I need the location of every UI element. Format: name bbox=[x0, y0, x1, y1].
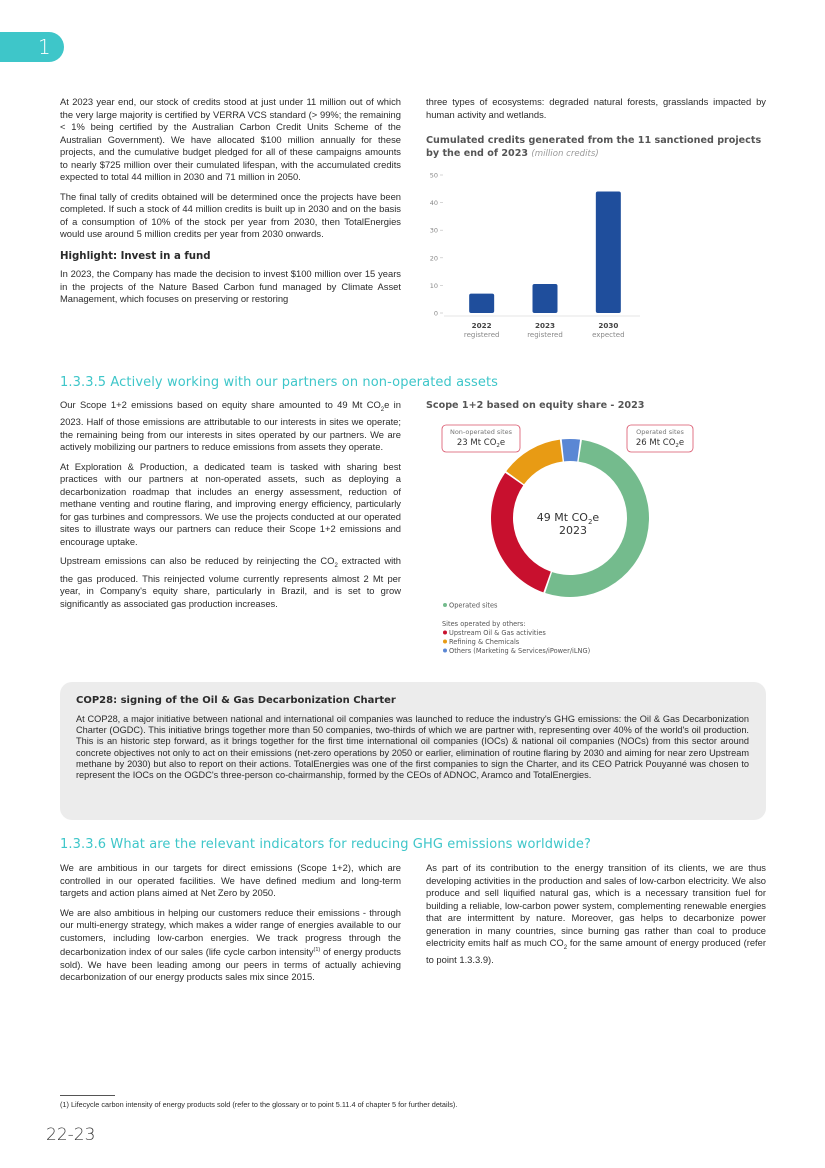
section-title-1335: 1.3.3.5 Actively working with our partners on non-operated assets bbox=[60, 375, 499, 390]
paragraph-ecosystems: three types of ecosystems: degraded natural forests, grasslands impacted by human activity and wetlands. bbox=[426, 96, 766, 120]
cop28-box bbox=[60, 682, 766, 820]
x-tick-sublabel: registered bbox=[527, 331, 563, 339]
donut-center-year: 2023 bbox=[559, 524, 587, 537]
paragraph-exploration: At Exploration & Production, a dedicated team is tasked with sharing best practices with our partners at non-operated assets, such as deploying a decarbonization roadmap that includes an energy assessment, reduction of methane venting and routine flaring, and improving energy efficiency, particularly for gas turbines and compressors. We use the projects conducted at our operated sites to illustrate ways our partners can reduce their Scope 1+2 emissions and encourage uptake. bbox=[60, 460, 401, 547]
upstream-text-b: extracted with the gas produced. This reinjected volume currently represents almost 2 Mt per year, in Company's equity share, particularly in Brazil, and is set to grow significantly as associated gas production increases. bbox=[60, 555, 402, 609]
x-tick-label: 2023 bbox=[534, 321, 556, 330]
section-title-1336: 1.3.3.6 What are the relevant indicators for reducing GHG emissions worldwide? bbox=[60, 837, 591, 852]
y-tick-label: 40 bbox=[429, 199, 438, 208]
paragraph-customers bbox=[60, 907, 401, 984]
right-column-top bbox=[426, 96, 766, 128]
x-tick-label: 2022 bbox=[471, 321, 492, 330]
customers-text-b: of energy products sold). We have been leading among our peers in terms of actually achieving decarbonization of our energy products sales mix since 2015. bbox=[60, 946, 401, 983]
donut-slice-1 bbox=[491, 473, 551, 593]
y-tick-label: 20 bbox=[429, 254, 438, 263]
legend-others: Others (Marketing & Services/iPower/iLNG) bbox=[449, 647, 591, 655]
bar-2030 bbox=[596, 192, 621, 313]
transition-text-a: As part of its contribution to the energy transition of its clients, we are thus developing activities in the production and sales of low-carbon electricity. We also produce and sell liquified natural gas, which is a necessary transition fuel for building a reliable, low-carbon power system, complementing renewable energies that are intermittent by nature. Moreover, gas helps to decarbonize power generation in many countries, since burning gas rather than coal to produce electricity emits half as much CO bbox=[426, 862, 766, 948]
paragraph-direct-emissions: We are ambitious in our targets for direct emissions (Scope 1+2), which are controlled in our operated facilities. We have defined medium and long-term targets and action plans aimed at Net Zero by 2050. bbox=[60, 862, 401, 898]
transition-sub: 2 bbox=[563, 944, 568, 951]
legend-upstream: Upstream Oil & Gas activities bbox=[449, 629, 546, 637]
op-value: 26 Mt $CO_2e$ bbox=[635, 438, 685, 449]
transition-text-b: for the same amount of energy produced (refer to point 1.3.3.9). bbox=[426, 937, 766, 966]
op-label: Operated sites bbox=[636, 428, 684, 436]
bar-2022 bbox=[469, 294, 494, 313]
legend-refining-dot bbox=[443, 640, 447, 644]
left-column-top bbox=[60, 96, 401, 313]
customers-text-a: We are also ambitious in helping our customers reduce their emissions - through our multi-energy strategy, which makes a wider range of energies available to our customers, including low-carbon energies. We track progress through the decarbonization index of our sales (life cycle carbon intensity bbox=[60, 906, 401, 958]
legend-refining: Refining & Chemicals bbox=[449, 638, 520, 646]
legend-others-dot bbox=[443, 649, 447, 653]
right-column-1336 bbox=[426, 862, 766, 974]
y-tick-label: 50 bbox=[429, 171, 438, 180]
scope-text-b: e in 2023. Half of those emissions are attributable to our interests in sites we operate; the remaining being from our interests in sites operated by our partners. We are actively mobilizing our partners to reduce emissions from assets they operate. bbox=[60, 399, 401, 453]
paragraph-credits-stock: At 2023 year end, our stock of credits stood at just under 11 million out of which the very large majority is certified by VERRA VCS standard (> 99%; the remaining < 1% being certified by the Australian Carbon Credit Units Scheme of the Australian Government). We have allocated $100 million annually for these projects, and the cumulative budget pledged for all of these campaigns amounts to nearly $725 million over their cumulated lifespan, with the accumulated credits expected to total 44 million in 2030 and 71 million in 2050. bbox=[60, 96, 401, 182]
nonop-value: 23 Mt $CO_2e$ bbox=[456, 438, 506, 449]
bar-2023 bbox=[533, 284, 558, 313]
donut-slice-3 bbox=[562, 439, 580, 461]
paragraph-energy-transition bbox=[426, 862, 766, 967]
x-tick-sublabel: expected bbox=[592, 331, 625, 339]
paragraph-scope-emissions bbox=[60, 399, 401, 454]
legend-operated: Operated sites bbox=[449, 601, 498, 610]
footnote: (1) Lifecycle carbon intensity of energy products sold (refer to the glossary or to point 5.11.4 of chapter 5 for further details). bbox=[60, 1100, 458, 1109]
chart1-title bbox=[426, 134, 766, 161]
paragraph-upstream bbox=[60, 555, 401, 610]
bar-chart bbox=[420, 165, 650, 345]
y-tick-label: 30 bbox=[429, 226, 438, 235]
paragraph-final-tally: The final tally of credits obtained will be determined once the projects have been completed. If such a stock of 44 million credits is built up in 2030 and on the basis of a consumption of 10% of the stock per year from 2030, then TotalEnergies would use around 5 million credits per year from 2030 onwards. bbox=[60, 190, 401, 239]
page-tab-label: 1 bbox=[38, 35, 51, 59]
scope-sub: 2 bbox=[380, 406, 385, 413]
cop28-title: COP28: signing of the Oil & Gas Decarbonization Charter bbox=[76, 695, 396, 706]
chart1-title-text: Cumulated credits generated from the 11 sanctioned projects by the end of 2023 bbox=[426, 135, 762, 159]
footnote-ref: (1) bbox=[313, 947, 321, 953]
donut-center-value: 49 Mt $CO_2e$ bbox=[536, 511, 600, 526]
nonop-label: Non-operated sites bbox=[449, 428, 513, 436]
chart1-unit: (million credits) bbox=[531, 149, 599, 159]
x-tick-sublabel: registered bbox=[463, 331, 500, 339]
page-tab bbox=[0, 32, 64, 62]
page-number: 22-23 bbox=[46, 1125, 96, 1145]
highlight-title: Highlight: Invest in a fund bbox=[60, 250, 211, 262]
footnote-rule bbox=[60, 1095, 115, 1096]
legend-operated-dot bbox=[443, 603, 447, 607]
y-tick-label: 0 bbox=[433, 309, 438, 318]
y-tick-label: 10 bbox=[429, 281, 438, 290]
scope-text-a: Our Scope 1+2 emissions based on equity share amounted to 49 Mt CO bbox=[60, 399, 381, 410]
chart2-title: Scope 1+2 based on equity share - 2023 bbox=[426, 400, 645, 411]
left-column-1335 bbox=[60, 399, 401, 617]
upstream-text-a: Upstream emissions can also be reduced by reinjecting the CO bbox=[60, 555, 335, 567]
cop28-text: At COP28, a major initiative between national and international oil companies was launched to reduce the industry's GHG emissions: the Oil & Gas Decarbonization Charter (OGDC). This initiative brings together more than 50 companies, two-thirds of which we are partner with, representing over 40% of the world's oil production. This is an historic step forward, as it brings together for the first time international oil companies (IOCs) & national oil companies (NOCs) from this sector around concrete objectives not only to act on their emissions (net-zero operations by 2050 or earlier, elimination of routine flaring by 2030 and aiming for near zero Upstream methane by 2030) but also to report on their actions. TotalEnergies was one of the first companies to sign the Charter, and its CEO Patrick Pouyanné was chosen to represent the IOCs on the OGDC's three-person co-chairmanship, formed by the CEOs of ADNOC, Aramco and TotalEnergies. bbox=[76, 714, 749, 781]
paragraph-fund: In 2023, the Company has made the decision to invest $100 million over 15 years in the projects of the Nature Based Carbon fund managed by Climate Asset Management, which focuses on preserving or restoring bbox=[60, 268, 401, 304]
x-tick-label: 2030 bbox=[598, 321, 619, 330]
upstream-sub: 2 bbox=[334, 563, 338, 570]
left-column-1336 bbox=[60, 862, 401, 991]
legend-upstream-dot bbox=[443, 631, 447, 635]
donut-chart bbox=[420, 418, 720, 658]
legend-sites-by-others: Sites operated by others: bbox=[442, 620, 526, 628]
